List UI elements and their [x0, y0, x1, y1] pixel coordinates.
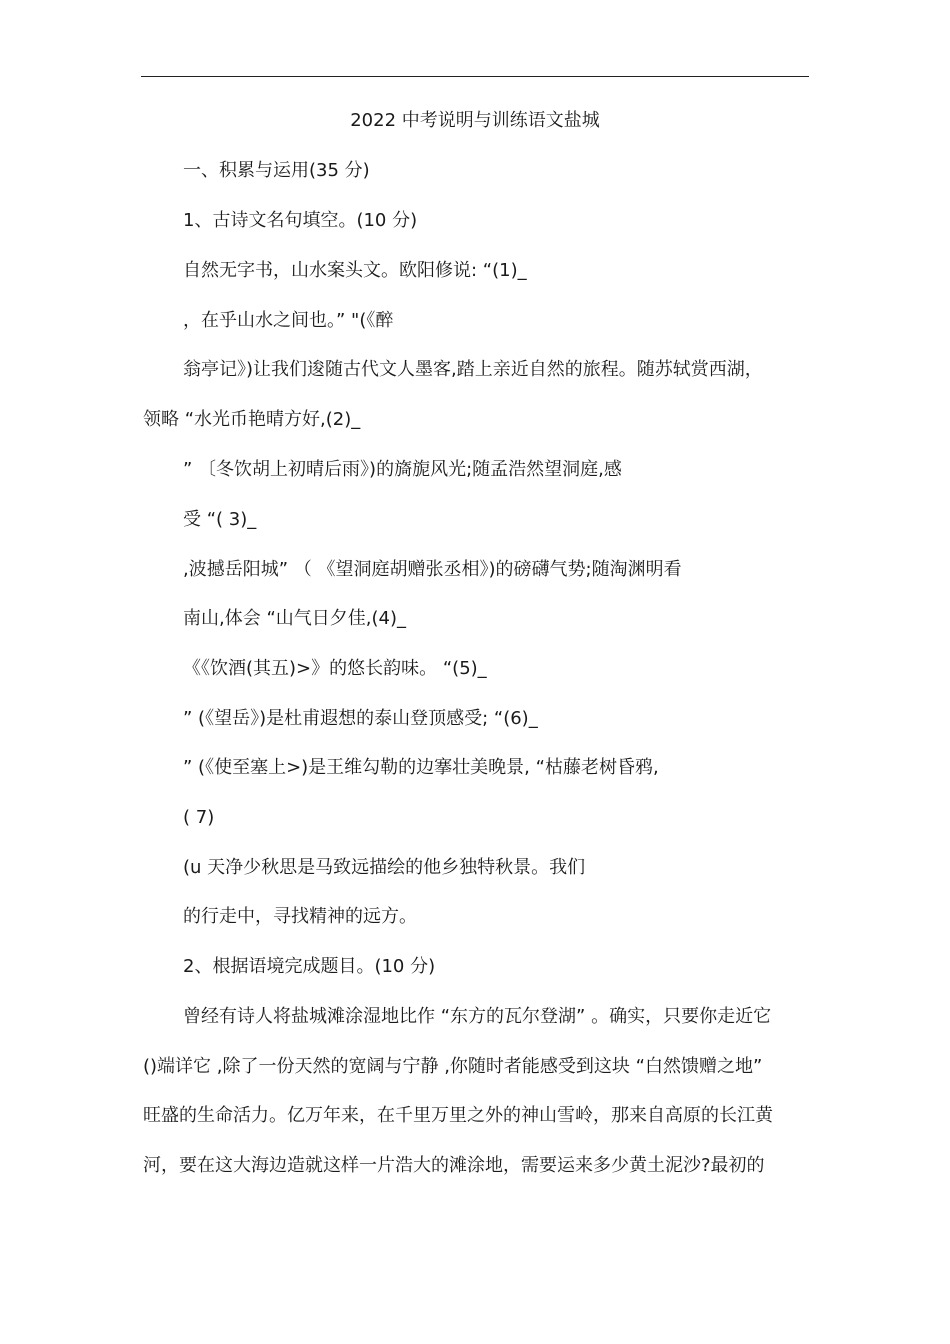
text-line: ()端详它 ,除了一份天然的宽阔与宁静 ,你随时者能感受到这块 “白然馈赠之地” [143, 1056, 763, 1077]
text-line: 自然无字书，山水案头文。欧阳修说: “(1)_ [183, 260, 527, 281]
text-line: 受 “( 3)_ [183, 509, 257, 530]
question-heading: 2、根据语境完成题目。(10 分) [183, 956, 436, 977]
question-heading: 1、古诗文名句填空。(10 分) [183, 210, 418, 231]
text-line: ( 7) [183, 807, 215, 828]
section-heading: 一、积累与运用(35 分) [183, 160, 370, 181]
text-line: ” 〔冬饮胡上初晴后雨》)的旖旎风光;随孟浩然望洞庭,感 [183, 459, 622, 480]
text-line: 的行走中，寻找精神的远方。 [183, 906, 417, 927]
text-line: 旺盛的生命活力。亿万年来，在千里万里之外的神山雪岭，那来自高原的长江黄 [143, 1105, 773, 1126]
header-rule [141, 76, 809, 77]
text-line: ” (《望岳》)是杜甫遐想的泰山登顶感受; “(6)_ [183, 708, 538, 729]
text-line: 曾经有诗人将盐城滩涂湿地比作 “东方的瓦尔登湖” 。确实，只要你走近它 [183, 1006, 772, 1027]
text-line: ，在乎山水之间也。” "(《醉 [183, 310, 394, 331]
text-line: ” (《使至塞上>)是王维勾勒的边搴壮美晚景, “枯藤老树昏鸦, [183, 757, 659, 778]
text-line: 南山,体会 “山气日夕佳,(4)_ [183, 608, 406, 629]
text-line: 《《饮酒(其五)>》的悠长韵味。 “(5)_ [183, 658, 487, 679]
text-line: 河，要在这大海边造就这样一片浩大的滩涂地，需要运来多少黄土泥沙?最初的 [143, 1155, 765, 1176]
text-line: ,波撼岳阳城” （ 《望洞庭胡赠张丞相》)的磅礴气势;随淘渊明看 [183, 559, 682, 580]
text-line: 领略 “水光币艳晴方好,(2)_ [143, 409, 361, 430]
text-line: 翁亭记》)让我们逡随古代文人墨客,踏上亲近自然的旅程。随苏轼赏西湖， [183, 359, 763, 380]
document-title: 2022 中考说明与训练语文盐城 [350, 110, 600, 131]
text-line: (u 天净少秋思是马致远描绘的他乡独特秋景。我们 [183, 857, 586, 878]
